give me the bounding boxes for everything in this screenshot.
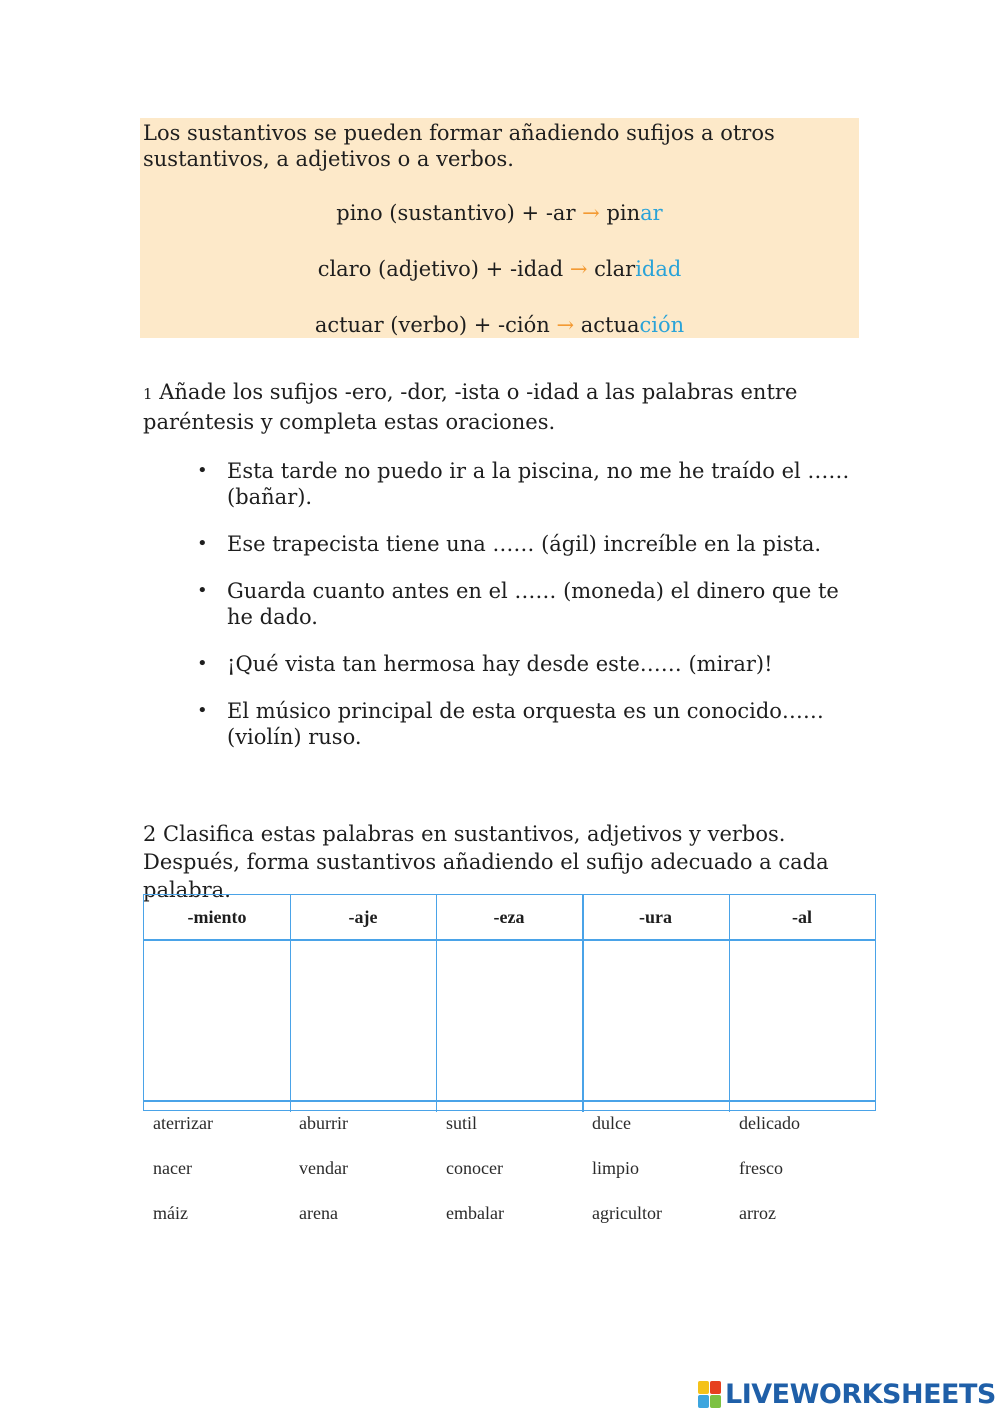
word[interactable]: vendar bbox=[299, 1158, 348, 1178]
liveworksheets-logo[interactable] bbox=[698, 1377, 996, 1411]
example-base: claro (adjetivo) + -idad bbox=[317, 257, 564, 281]
exercise-1-instruction bbox=[143, 378, 873, 436]
list-item bbox=[197, 531, 857, 557]
info-box bbox=[140, 118, 859, 338]
word[interactable]: conocer bbox=[446, 1158, 503, 1178]
list-item bbox=[197, 458, 857, 510]
header-cell: -al bbox=[792, 907, 812, 927]
example-stem: pin bbox=[606, 201, 641, 225]
right-arrow-icon: → bbox=[556, 313, 575, 337]
word[interactable]: agricultor bbox=[592, 1203, 662, 1223]
word-row bbox=[143, 1155, 876, 1200]
example-2 bbox=[140, 256, 859, 282]
sentence-text: ¡Qué vista tan hermosa hay desde este…… (mirar)! bbox=[227, 652, 773, 676]
word-row bbox=[143, 1110, 876, 1155]
word[interactable]: dulce bbox=[592, 1113, 631, 1133]
example-base: actuar (verbo) + -ción bbox=[314, 313, 550, 337]
example-suffix: idad bbox=[635, 257, 682, 281]
word[interactable]: sutil bbox=[446, 1113, 478, 1133]
word-row bbox=[143, 1200, 876, 1245]
list-item bbox=[197, 698, 857, 750]
column-divider bbox=[290, 895, 291, 1112]
word[interactable]: arroz bbox=[739, 1203, 776, 1223]
word[interactable]: delicado bbox=[739, 1113, 800, 1133]
list-item bbox=[197, 651, 857, 677]
exercise-1-text: Añade los sufijos -ero, -dor, -ista o -idad a las palabras entre paréntesis y completa estas oraciones. bbox=[143, 380, 798, 434]
example-base: pino (sustantivo) + -ar bbox=[336, 201, 576, 225]
word[interactable]: máiz bbox=[153, 1203, 188, 1223]
table-header-row bbox=[144, 895, 875, 941]
word-list bbox=[143, 1110, 876, 1245]
answer-area-bottom bbox=[144, 1100, 875, 1102]
column-divider bbox=[582, 895, 584, 1112]
example-stem: actua bbox=[580, 313, 640, 337]
exercise-number: 1 bbox=[143, 385, 153, 403]
sentence-text: Esta tarde no puedo ir a la piscina, no me he traído el …… (bañar). bbox=[227, 459, 850, 509]
example-3 bbox=[140, 312, 859, 338]
exercise-1-sentences bbox=[197, 458, 857, 750]
exercise-2-instruction: 2 Clasifica estas palabras en sustantivos, adjetivos y verbos. Después, forma sustantivos añadiendo el sufijo adecuado a cada palabra. bbox=[143, 822, 829, 902]
info-intro: Los sustantivos se pueden formar añadiendo sufijos a otros sustantivos, a adjetivos o a verbos. bbox=[143, 121, 775, 171]
liveworksheets-logo-icon bbox=[698, 1381, 721, 1408]
example-suffix: ar bbox=[640, 201, 663, 225]
word[interactable]: embalar bbox=[446, 1203, 504, 1223]
word[interactable]: arena bbox=[299, 1203, 338, 1223]
logo-text: LIVEWORKSHEETS bbox=[725, 1378, 996, 1410]
column-divider bbox=[436, 895, 437, 1112]
suffix-table bbox=[143, 894, 876, 1111]
header-cell: -aje bbox=[348, 907, 378, 927]
header-cell: -miento bbox=[187, 907, 247, 927]
sentence-text: Ese trapecista tiene una …… (ágil) increíble en la pista. bbox=[227, 532, 822, 556]
sentence-text: El músico principal de esta orquesta es un conocido…… (violín) ruso. bbox=[227, 699, 824, 749]
right-arrow-icon: → bbox=[569, 257, 588, 281]
word[interactable]: nacer bbox=[153, 1158, 192, 1178]
word[interactable]: fresco bbox=[739, 1158, 783, 1178]
example-suffix: ción bbox=[639, 313, 685, 337]
right-arrow-icon: → bbox=[582, 201, 600, 225]
header-cell: -eza bbox=[493, 907, 525, 927]
list-item bbox=[197, 578, 857, 630]
word[interactable]: limpio bbox=[592, 1158, 640, 1178]
example-stem: clar bbox=[594, 257, 636, 281]
header-cell: -ura bbox=[639, 907, 672, 927]
sentence-text: Guarda cuanto antes en el …… (moneda) el dinero que te he dado. bbox=[227, 579, 839, 629]
column-divider bbox=[729, 895, 730, 1112]
example-1 bbox=[140, 200, 859, 226]
word[interactable]: aterrizar bbox=[153, 1113, 213, 1133]
word[interactable]: aburrir bbox=[299, 1113, 348, 1133]
